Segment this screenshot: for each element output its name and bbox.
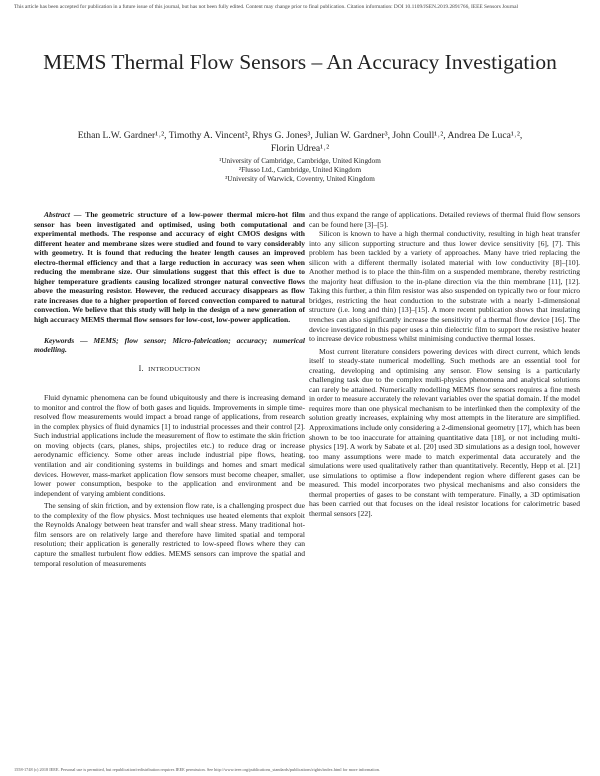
abstract-label: Abstract — — [44, 210, 82, 219]
right-column — [309, 210, 580, 519]
abstract — [34, 210, 305, 325]
affiliations — [20, 157, 580, 185]
affiliation-2: ²Flusso Ltd., Cambridge, United Kingdom — [238, 166, 362, 175]
paragraph: and thus expand the range of applications. Detailed reviews of thermal fluid flow sensors can be found here [3]–[5]. — [309, 210, 580, 229]
paragraph: Most current literature considers powering devices with direct current, which lends itself to steady-state numerical modelling. Such methods are an essential tool for creating, developing and optimising any sensor. Flow sensing is a particularly challenging task due to the complex multi-physics phenomena and analytical solutions can rarely be attained. Numerically modelling MEMS flow sensors requires a fine mesh in order to measure accurately the relevant variables over the spatial domain. If the model requires more than one physical mechanism to be interlinked then the complexity of the solution greatly increases, explaining why most attempts in the literature are simplified. Approximations include only considering a 2-dimensional geometry [17], which has been shown to be too inaccurate for attaining quantitative data [18], or not including multi-physics [19]. A work by Sabate et al. [20] used 3D simulations as a design tool, however too many assumptions were made to match experimental data accurately and the simulations were used qualitatively rather than quantitatively. Recently, Hepp et al. [21] use simulations to optimise a flow independent region where different gases can be measured. This model incorporates two physical mechanisms and also considers the thermal properties of gases to be constant with temperature. Finally, a 3D optimisation has been carried out that focuses on the ideal resistor locations for calorimetric based thermal sensors [22]. — [309, 346, 580, 518]
section-number: I. — [138, 363, 144, 373]
affiliation-1: ¹University of Cambridge, Cambridge, United Kingdom — [219, 157, 381, 165]
paragraph: Fluid dynamic phenomena can be found ubiquitously and there is increasing demand to monitor and control the flow of both gases and liquids. Improvements in simple time-resolved flow measurements would impact a broad range of applications, from research in the complex physics of fluid dynamics [1] to industrial processes and their control [2]. Such industrial applications include the measurement of flow to estimate the skin friction on moving objects (cars, planes, ships, projectiles etc.) to reduce drag or increase aerodynamic efficiency. Some other areas include industrial pipe flows, heating, ventilation and air conditioning systems in buildings and homes and smart medical devices. However, mass-market application flow sensors must become cheaper, smaller, lower power consumption, bespoke to the application and environment and be independent of varying ambient conditions. — [34, 393, 305, 498]
abstract-text: The geometric structure of a low-power thermal micro-hot film sensor has been investigated and optimised, using both computational and experimental methods. The response and accuracy of eight CMOS designs with different heater and membrane sizes were studied and found to vary considerably with geometry. It is found that reducing the heater length causes an improved electro-thermal efficiency and that a large reduction in accuracy was seen when reducing the membrane size. Our simulations suggest that this effect is due to higher temperature gradients causing localized stronger natural convective flows above the measuring resistor. However, the reduced accuracy disappears as flow rate increases due to a higher proportion of forced convection compared to natural convection. We believe that this study will help in the design of a new generation of high accuracy MEMS thermal flow sensors for low-cost, low-power application. — [34, 210, 305, 325]
paragraph: The sensing of skin friction, and by extension flow rate, is a challenging prospect due to the complexity of the flow physics. Most techniques use heated elements that exploit the Reynolds Analogy between heat transfer and wall shear stress. Many traditional hot-film sensors are on relatively large and therefore have limited spatial and temporal resolution; their application is generally restricted to low-speed flows where they can capture the smallest turbulent flow eddies. MEMS sensors can improve the spatial and temporal resolution of measurements — [34, 501, 305, 568]
copyright-footer: 1558-1748 (c) 2018 IEEE. Personal use is permitted, but republication/redistribution requires IEEE permission. See http://www.ieee.org/publications_standards/publications/rights/index.html for more information. — [14, 767, 380, 772]
paragraph: Silicon is known to have a high thermal conductivity, resulting in high heat transfer into any silicon supporting structure and thus lower device sensitivity [6], [7]. This problem has been tackled by a variety of approaches. Many have tried replacing the silicon with a different thermally isolated material with low conductivity [8]–[10]. Another method is to place the thin-film on a suspended membrane, thereby restricting the majority heat diffusion to the in-plane direction via the thin membrane [11], [12]. Taking this further, a thin film resistor was also suspended on typically two or four micro bridges, restricting the heat conduction to the substrate with a nearly 1-dimensional structure (i.e. long and thin) [13]–[15]. A more recent publication shows that insulating trenches can also significantly increase the sensitivity of a thermal flow device [16]. The device investigated in this paper uses a thin dielectric film to support the resistive heater to increase device robustness whilst minimising conductive thermal losses. — [309, 229, 580, 344]
authors-line-2: Florin Udrea¹˒² — [270, 142, 330, 154]
section-title: INTRODUCTION — [148, 365, 201, 373]
paper-title: MEMS Thermal Flow Sensors ‒ An Accuracy Investigation — [43, 50, 557, 74]
journal-notice: This article has been accepted for publication in a future issue of this journal, but has not been fully edited. Content may change prior to final publication. Citation information: DOI 10.1109/JSEN.2019.2891766, IEEE Sensors Journal — [14, 4, 519, 10]
left-column — [34, 210, 305, 568]
affiliation-3: ³University of Warwick, Coventry, United Kingdom — [225, 175, 375, 184]
author-list — [20, 130, 580, 155]
keywords: Keywords — MEMS; flow sensor; Micro-fabrication; accuracy; numerical modelling. — [34, 335, 305, 355]
section-heading-introduction — [34, 364, 305, 375]
authors-line-1: Ethan L.W. Gardner¹˒², Timothy A. Vincent², Rhys G. Jones³, Julian W. Gardner³, John Coull¹˒², Andrea De Luca¹˒², — [77, 130, 523, 141]
